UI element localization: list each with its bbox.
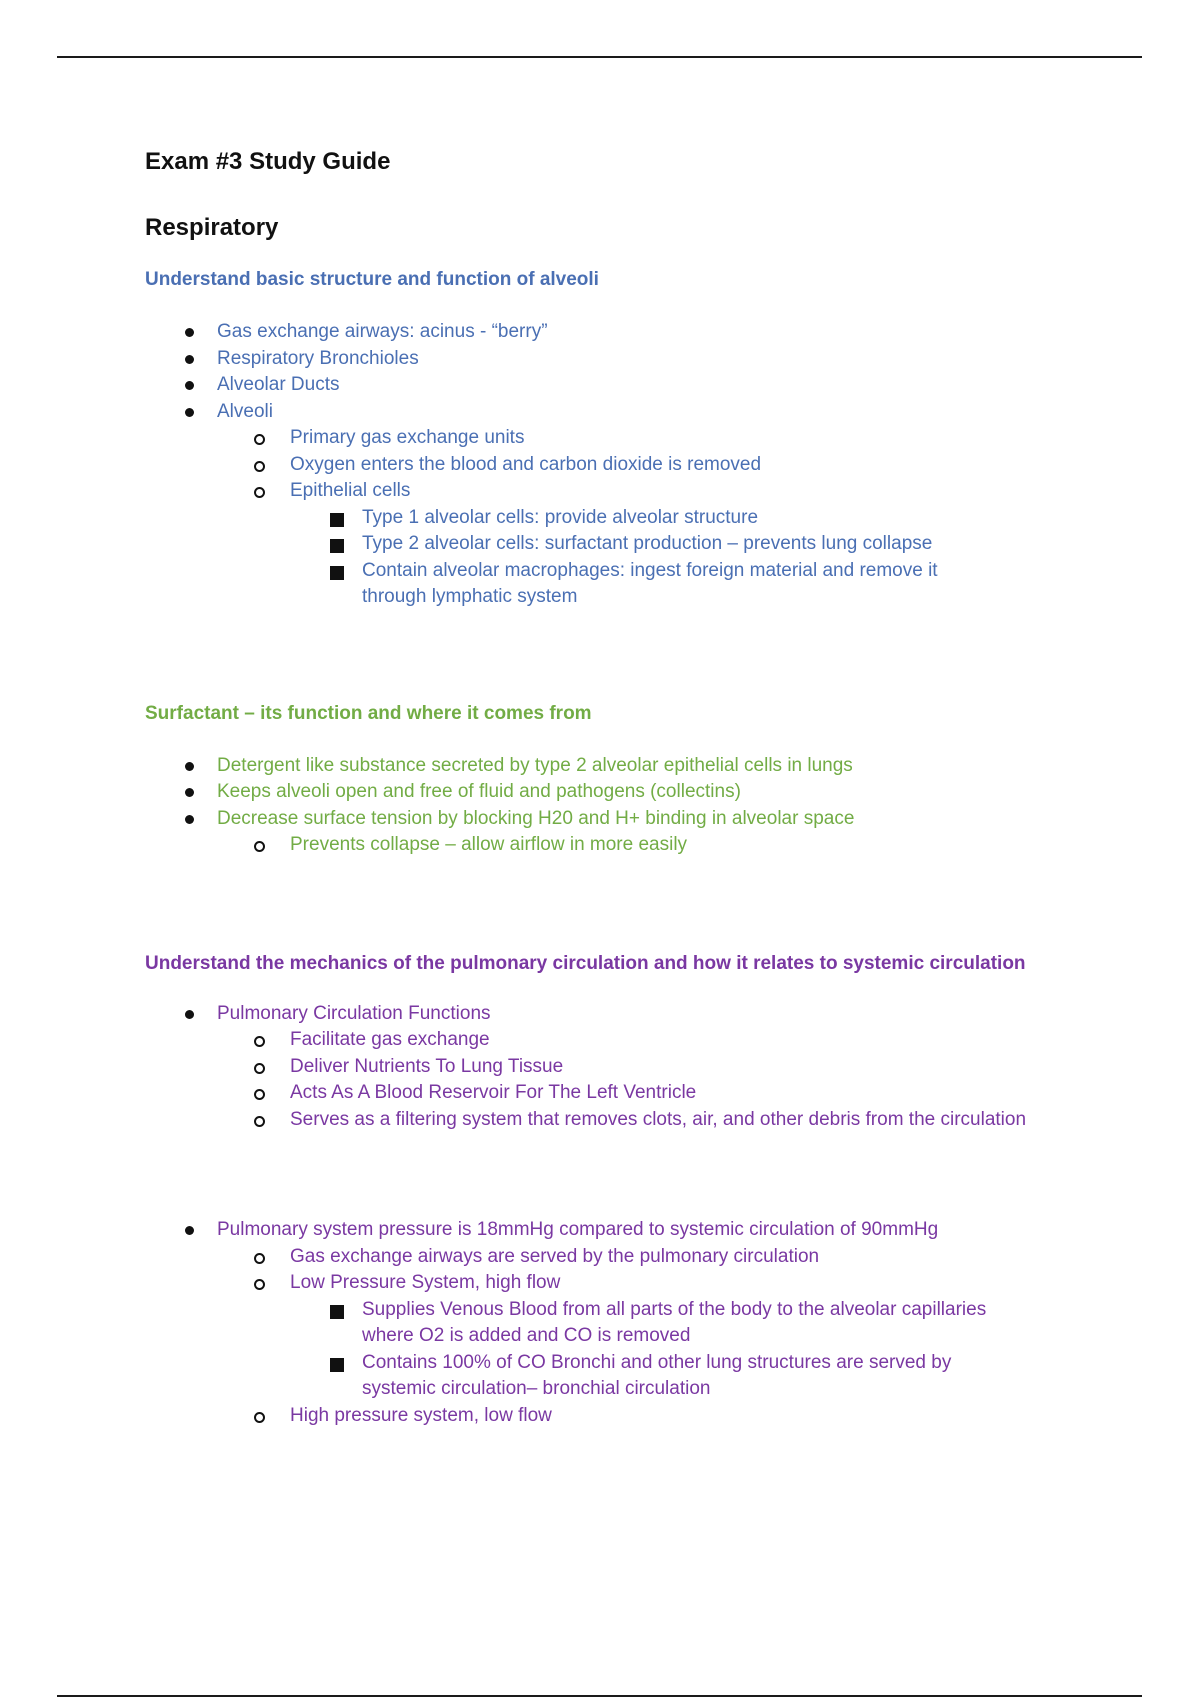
list-item-text: Pulmonary system pressure is 18mmHg compared to systemic circulation of 90mmHg xyxy=(217,1219,939,1240)
list-item-text: Supplies Venous Blood from all parts of the body to the alveolar capillaries where O2 is added and CO is removed xyxy=(362,1298,987,1346)
list-item xyxy=(145,1270,1085,1297)
list-item-text: Serves as a filtering system that removes clots, air, and other debris from the circulation xyxy=(290,1108,1027,1130)
list-item xyxy=(145,1001,1085,1028)
list-item-text: Alveolar Ducts xyxy=(217,374,340,395)
list-item-text: Type 2 alveolar cells: surfactant production – prevents lung collapse xyxy=(362,533,933,554)
alveoli-list xyxy=(145,319,1085,611)
bullet-circle-icon xyxy=(254,487,265,498)
list-item xyxy=(145,1054,1085,1081)
pulmonary-functions-list xyxy=(145,1001,1085,1134)
bullet-disc-icon xyxy=(185,788,194,797)
surfactant-list xyxy=(145,753,1085,859)
list-item xyxy=(145,1217,1085,1244)
list-item xyxy=(145,558,1085,611)
list-item-text: Alveoli xyxy=(217,400,273,422)
list-item xyxy=(145,1027,1085,1054)
bullet-circle-icon xyxy=(254,1089,265,1100)
pulmonary-pressure-list xyxy=(145,1217,1085,1429)
list-item-text: Gas exchange airways: acinus - “berry” xyxy=(217,321,548,342)
header-rule xyxy=(57,56,1142,58)
document-body xyxy=(145,145,1085,1429)
list-item-text: High pressure system, low flow xyxy=(290,1404,552,1426)
list-item xyxy=(145,753,1085,780)
bullet-circle-icon xyxy=(254,1116,265,1127)
list-item-text: Pulmonary Circulation Functions xyxy=(217,1002,491,1024)
heading-surfactant: Surfactant – its function and where it comes from xyxy=(145,702,592,724)
list-item xyxy=(145,478,1085,505)
list-item xyxy=(145,779,1085,806)
list-item xyxy=(145,452,1085,479)
list-item xyxy=(145,399,1085,426)
bullet-disc-icon xyxy=(185,408,194,417)
list-item-text: Gas exchange airways are served by the pulmonary circulation xyxy=(290,1245,820,1267)
list-item xyxy=(145,1080,1085,1107)
bullet-circle-icon xyxy=(254,461,265,472)
bullet-circle-icon xyxy=(254,1253,265,1264)
list-item-text: Type 1 alveolar cells: provide alveolar structure xyxy=(362,506,759,528)
list-item xyxy=(145,505,1085,532)
bullet-disc-icon xyxy=(185,1226,194,1235)
list-item-text: Contains 100% of CO Bronchi and other lung structures are served by systemic circulation– bronchial circulation xyxy=(362,1351,952,1399)
list-item-text: Detergent like substance secreted by type 2 alveolar epithelial cells in lungs xyxy=(217,754,853,776)
list-item-text: Low Pressure System, high flow xyxy=(290,1272,561,1293)
bullet-disc-icon xyxy=(185,1010,194,1019)
bullet-disc-icon xyxy=(185,381,194,390)
list-item xyxy=(145,346,1085,373)
list-item xyxy=(145,319,1085,346)
list-item-text: Epithelial cells xyxy=(290,480,411,501)
list-item-text: Respiratory Bronchioles xyxy=(217,347,419,369)
list-item-text: Primary gas exchange units xyxy=(290,427,525,448)
bullet-circle-icon xyxy=(254,841,265,852)
list-item-text: Oxygen enters the blood and carbon dioxide is removed xyxy=(290,453,762,475)
bullet-circle-icon xyxy=(254,1063,265,1074)
list-item xyxy=(145,425,1085,452)
list-item xyxy=(145,1107,1085,1134)
section-title-respiratory: Respiratory xyxy=(145,214,279,241)
bullet-square-icon xyxy=(330,513,344,527)
list-item-text: Acts As A Blood Reservoir For The Left Ventricle xyxy=(290,1082,697,1103)
bullet-square-icon xyxy=(330,539,344,553)
list-item xyxy=(145,1350,1085,1403)
list-item-text: Contain alveolar macrophages: ingest foreign material and remove it through lymphatic system xyxy=(362,559,938,607)
bullet-disc-icon xyxy=(185,328,194,337)
list-item xyxy=(145,1244,1085,1271)
bullet-disc-icon xyxy=(185,355,194,364)
bullet-circle-icon xyxy=(254,434,265,445)
bullet-disc-icon xyxy=(185,762,194,771)
bullet-circle-icon xyxy=(254,1279,265,1290)
list-item xyxy=(145,372,1085,399)
heading-pulmonary-circulation: Understand the mechanics of the pulmonary circulation and how it relates to systemic circulation xyxy=(145,952,1026,974)
list-item-text: Prevents collapse – allow airflow in more easily xyxy=(290,834,688,855)
heading-alveoli: Understand basic structure and function of alveoli xyxy=(145,269,599,290)
bullet-circle-icon xyxy=(254,1412,265,1423)
list-item xyxy=(145,1403,1085,1430)
bullet-circle-icon xyxy=(254,1036,265,1047)
list-item xyxy=(145,832,1085,859)
bullet-square-icon xyxy=(330,1358,344,1372)
list-item-text: Deliver Nutrients To Lung Tissue xyxy=(290,1055,564,1077)
bullet-square-icon xyxy=(330,1305,344,1319)
list-item-text: Decrease surface tension by blocking H20 and H+ binding in alveolar space xyxy=(217,807,855,829)
list-item xyxy=(145,531,1085,558)
list-item-text: Facilitate gas exchange xyxy=(290,1029,490,1050)
list-item xyxy=(145,1297,1085,1350)
bullet-square-icon xyxy=(330,566,344,580)
document-title: Exam #3 Study Guide xyxy=(145,148,391,175)
bullet-disc-icon xyxy=(185,815,194,824)
footer-rule xyxy=(57,1695,1142,1697)
list-item-text: Keeps alveoli open and free of fluid and pathogens (collectins) xyxy=(217,781,741,802)
list-item xyxy=(145,806,1085,833)
